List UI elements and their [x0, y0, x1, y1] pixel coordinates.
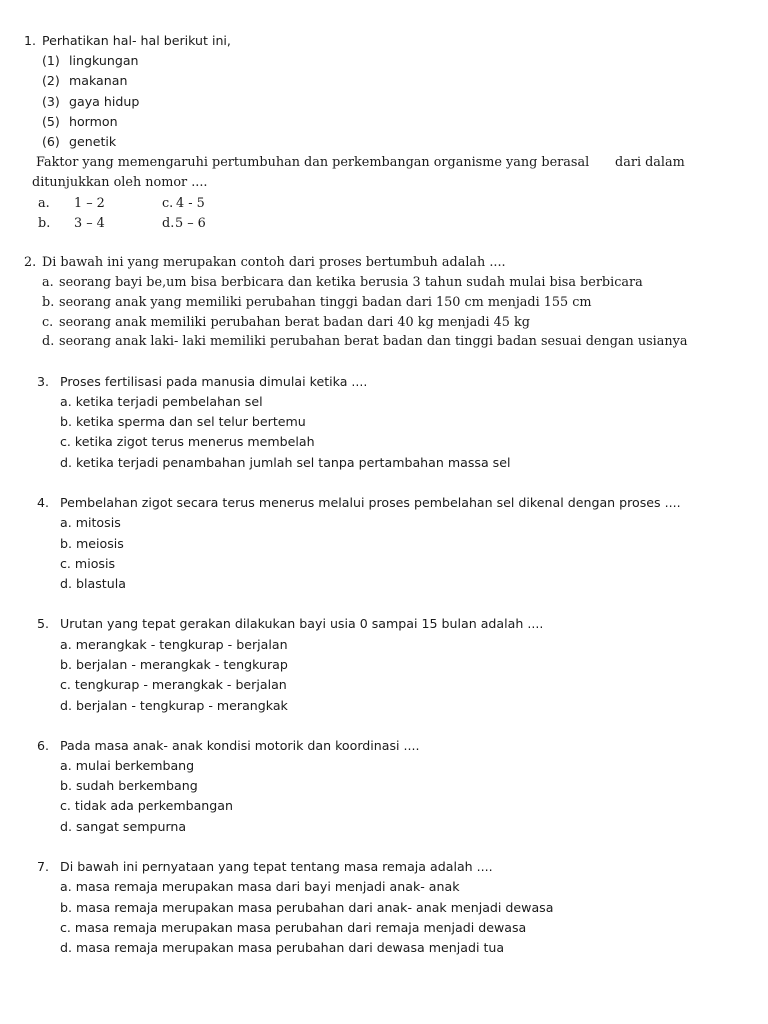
option-text: 4 - 5 — [176, 196, 205, 211]
question-number: 2. — [24, 255, 37, 270]
option-letter: a. — [38, 196, 50, 211]
option: a. masa remaja merupakan masa dari bayi menjadi anak- anak — [60, 879, 460, 894]
option-letter: c. — [162, 196, 174, 211]
option: b. meiosis — [60, 536, 124, 551]
option-letter: b. — [38, 216, 51, 231]
question-number: 6. — [37, 738, 50, 753]
option-letter: d. — [162, 216, 175, 231]
question-number: 3. — [37, 374, 50, 389]
question-number: 7. — [37, 859, 50, 874]
option: b. ketika sperma dan sel telur bertemu — [60, 414, 306, 429]
question-stem: Di bawah ini yang merupakan contoh dari proses bertumbuh adalah .... — [42, 255, 506, 270]
question-stem: Perhatikan hal- hal berikut ini, — [42, 33, 231, 48]
question-text: ditunjukkan oleh nomor .... — [32, 175, 208, 190]
list-item-number: (3) — [42, 94, 60, 109]
list-item-number: (5) — [42, 114, 60, 129]
option-text: seorang anak yang memiliki perubahan tinggi badan dari 150 cm menjadi 155 cm — [59, 295, 592, 310]
option: d. ketika terjadi penambahan jumlah sel tanpa pertambahan massa sel — [60, 455, 511, 470]
option-text: seorang bayi be,um bisa berbicara dan ketika berusia 3 tahun sudah mulai bisa berbicara — [59, 275, 643, 290]
option: d. sangat sempurna — [60, 819, 187, 834]
option: b. berjalan - merangkak - tengkurap — [60, 657, 288, 672]
list-item: lingkungan — [69, 53, 139, 68]
question-stem: Proses fertilisasi pada manusia dimulai ketika .... — [60, 374, 368, 389]
option-text: seorang anak laki- laki memiliki perubahan berat badan dan tinggi badan sesuai dengan usianya — [59, 334, 688, 349]
option-letter: b. — [42, 295, 55, 310]
option: c. miosis — [60, 556, 116, 571]
question-stem: Urutan yang tepat gerakan dilakukan bayi usia 0 sampai 15 bulan adalah .... — [60, 616, 544, 631]
option: b. sudah berkembang — [60, 778, 198, 793]
question-stem: Pada masa anak- anak kondisi motorik dan koordinasi .... — [60, 738, 420, 753]
question-text-tail: dari dalam — [615, 155, 685, 170]
option: d. blastula — [60, 576, 126, 591]
list-item: makanan — [69, 73, 128, 88]
option: d. masa remaja merupakan masa perubahan dari dewasa menjadi tua — [60, 940, 505, 955]
option-text: 3 – 4 — [74, 216, 105, 231]
list-item-number: (2) — [42, 73, 60, 88]
list-item-number: (1) — [42, 53, 60, 68]
option-text: 1 – 2 — [74, 196, 105, 211]
option: c. masa remaja merupakan masa perubahan dari remaja menjadi dewasa — [60, 920, 527, 935]
list-item: hormon — [69, 114, 118, 129]
question-stem: Di bawah ini pernyataan yang tepat tentang masa remaja adalah .... — [60, 859, 493, 874]
question-text: Faktor yang memengaruhi pertumbuhan dan perkembangan organisme yang berasal — [36, 155, 590, 170]
option: b. masa remaja merupakan masa perubahan dari anak- anak menjadi dewasa — [60, 900, 554, 915]
option: c. tidak ada perkembangan — [60, 798, 233, 813]
option-text: seorang anak memiliki perubahan berat badan dari 40 kg menjadi 45 kg — [59, 315, 530, 330]
option-letter: a. — [42, 275, 54, 290]
list-item: genetik — [69, 134, 117, 149]
question-stem: Pembelahan zigot secara terus menerus melalui proses pembelahan sel dikenal dengan proses .... — [60, 495, 681, 510]
option: a. ketika terjadi pembelahan sel — [60, 394, 263, 409]
option: a. merangkak - tengkurap - berjalan — [60, 637, 288, 652]
option: a. mulai berkembang — [60, 758, 195, 773]
list-item: gaya hidup — [69, 94, 140, 109]
question-number: 5. — [37, 616, 50, 631]
option: c. tengkurap - merangkak - berjalan — [60, 677, 287, 692]
option-text: 5 – 6 — [175, 216, 206, 231]
option: c. ketika zigot terus menerus membelah — [60, 434, 315, 449]
question-number: 1. — [24, 33, 37, 48]
option-letter: c. — [42, 315, 54, 330]
option-letter: d. — [42, 334, 55, 349]
question-number: 4. — [37, 495, 50, 510]
option: d. berjalan - tengkurap - merangkak — [60, 698, 288, 713]
option: a. mitosis — [60, 515, 121, 530]
list-item-number: (6) — [42, 134, 60, 149]
